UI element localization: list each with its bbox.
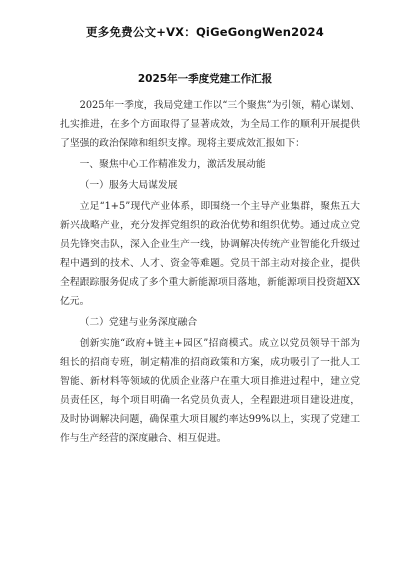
subsection-heading-2: （二）党建与业务深度融合: [79, 317, 198, 328]
subsection-paragraph-1: 立足“1+5”现代产业体系，即围绕一个主导产业集群，聚焦五大新兴战略产业，充分发挥党组织的政治优势和组织优势。通过成立党员先锋突击队，深入企业生产一线，协调解决传统产业智能化升级过程中遇到的技术、人才、资金等难题。党员干部主动对接企业，提供全程跟踪服务促成了多个重大新能源项目落地，新能源项目投资超XX亿元。: [60, 201, 360, 307]
subsection-paragraph-2: 创新实施“政府+链主+园区”招商模式。成立以党员领导干部为组长的招商专班，制定精准的招商政策和方案，成功吸引了一批人工智能、新材料等领域的优质企业落户在重大项目推进过程中，建立党员责任区，每个项目明确一名党员负责人，全程跟进项目建设进度，及时协调解决问题，确保重大项目履约率达99%以上，实现了党建工作与生产经营的深度融合、相互促进。: [60, 338, 360, 444]
document-body: [60, 96, 360, 448]
document-title: 2025年一季度党建工作汇报: [137, 73, 273, 85]
section-heading-1: 一、聚焦中心工作精准发力，激活发展动能: [79, 159, 266, 170]
subsection-heading-1: （一）服务大局谋发展: [79, 180, 178, 191]
intro-paragraph: 2025年一季度，我局党建工作以“三个聚焦”为引领，精心谋划、扎实推进，在多个方面取得了显著成效，为全局工作的顺利开展提供了坚强的政治保障和组织支撑。现将主要成效汇报如下：: [60, 100, 360, 149]
promo-banner: 更多免费公文+VX：QiGeGongWen2024: [86, 25, 324, 39]
